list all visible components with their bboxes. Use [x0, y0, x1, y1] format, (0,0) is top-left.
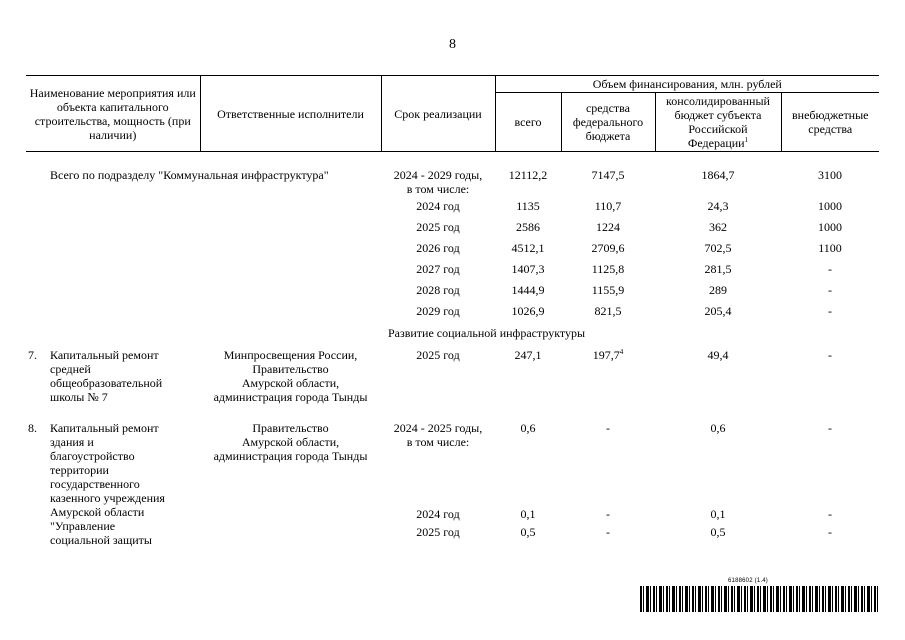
summary-period-line1: 2024 - 2029 годы,	[393, 167, 483, 182]
year-offbudget: -	[828, 283, 832, 297]
year-period: 2027 год	[416, 262, 460, 276]
year-offbudget: -	[828, 304, 832, 318]
year-federal: 2709,6	[591, 241, 625, 255]
summary-year-row	[26, 217, 879, 238]
item8-name-line: социальной защиты	[50, 532, 152, 547]
item7-federal-footnote: 4	[619, 347, 624, 356]
year-period: 2024 год	[416, 199, 460, 213]
year-regional: 0,5	[710, 524, 726, 539]
year-total: 1135	[516, 199, 540, 213]
item8-regional: 0,6	[710, 420, 726, 435]
summary-label: Всего по подразделу "Коммунальная инфраструктура"	[50, 167, 329, 182]
summary-offbudget: 3100	[818, 167, 842, 182]
header-regional	[655, 93, 781, 152]
item8-exec-line: администрация города Тынды	[213, 448, 368, 463]
year-federal: 1224	[596, 220, 620, 234]
header-total: всего	[495, 93, 561, 152]
item7-exec-line: Амурской области,	[241, 375, 340, 390]
item8-period-line1: 2024 - 2025 годы,	[393, 420, 483, 435]
year-period: 2028 год	[416, 283, 460, 297]
header-regional-footnote: 1	[744, 136, 749, 144]
year-period: 2029 год	[416, 304, 460, 318]
header-offbudget: внебюджетные средства	[781, 93, 879, 152]
year-offbudget: -	[828, 506, 832, 521]
year-total: 0,1	[520, 506, 536, 521]
item7-federal	[561, 344, 655, 404]
item7-name-line: Капитальный ремонт	[50, 347, 159, 362]
item8-name-line: "Управление	[50, 518, 116, 533]
header-regional-label: консолидированный бюджет субъекта Российской Федерации	[666, 94, 770, 150]
item8-name-line: казенного учреждения	[50, 490, 165, 505]
item8-name-line: Капитальный ремонт	[50, 420, 159, 435]
item7-exec-line: администрация города Тынды	[213, 389, 368, 404]
year-regional: 0,1	[710, 506, 726, 521]
year-total: 4512,1	[511, 241, 545, 255]
item7-name-line: общеобразовательной	[50, 375, 163, 390]
summary-year-row	[26, 301, 879, 322]
year-period: 2026 год	[416, 241, 460, 255]
item7-total: 247,1	[514, 347, 542, 362]
year-regional: 281,5	[704, 262, 732, 276]
item8-offbudget: -	[828, 420, 832, 435]
year-federal: 1125,8	[591, 262, 625, 276]
year-total: 1407,3	[511, 262, 545, 276]
year-period: 2025 год	[416, 524, 460, 539]
item8-federal: -	[606, 420, 610, 435]
year-period: 2024 год	[416, 506, 460, 521]
item8-row	[26, 421, 879, 503]
barcode-icon	[640, 586, 880, 612]
year-offbudget: -	[828, 524, 832, 539]
item8-exec-line: Амурской области,	[241, 434, 340, 449]
item8-name-line: Амурской области	[50, 504, 145, 519]
year-federal: 821,5	[594, 304, 622, 318]
item7-regional: 49,4	[707, 347, 729, 362]
item7-row	[26, 344, 879, 404]
item8-total: 0,6	[520, 420, 536, 435]
item7-offbudget: -	[828, 347, 832, 362]
header-name: Наименование мероприятия или объекта капитального строительства, мощность (при наличии)	[26, 76, 200, 152]
summary-regional: 1864,7	[701, 167, 735, 182]
item7-number: 7.	[28, 347, 37, 362]
item7-name	[48, 344, 200, 404]
item8-name	[48, 421, 200, 547]
year-federal: 110,7	[594, 199, 622, 213]
item8-period-line2: в том числе:	[406, 434, 470, 449]
document-code: 6188602 (1.4)	[728, 578, 768, 584]
item8-name-line: благоустройство	[50, 448, 135, 463]
year-regional: 205,4	[704, 304, 732, 318]
summary-year-row	[26, 280, 879, 301]
header-funding-group: Объем финансирования, млн. рублей	[495, 76, 879, 93]
summary-period	[381, 168, 495, 196]
item8-exec-line: Правительство	[252, 420, 329, 435]
year-offbudget: 1100	[818, 241, 842, 255]
item7-federal-value: 197,7	[592, 347, 620, 362]
page-number: 8	[449, 37, 456, 52]
item7-period: 2025 год	[416, 347, 460, 362]
year-total: 0,5	[520, 524, 536, 539]
year-offbudget: 1000	[818, 199, 842, 213]
summary-period-line2: в том числе:	[406, 181, 470, 196]
summary-row	[26, 168, 879, 196]
item8-period	[381, 421, 495, 503]
item7-exec-line: Правительство	[252, 361, 329, 376]
year-regional: 289	[709, 283, 727, 297]
header-federal: средства федерального бюджета	[561, 93, 655, 152]
year-federal: -	[606, 506, 610, 521]
summary-total: 12112,2	[508, 167, 548, 182]
financing-table	[26, 75, 879, 547]
year-offbudget: -	[828, 262, 832, 276]
summary-year-row	[26, 238, 879, 259]
item7-name-line: школы № 7	[50, 389, 108, 404]
year-federal: 1155,9	[591, 283, 625, 297]
item7-executors	[200, 344, 381, 404]
header-period: Срок реализации	[381, 76, 495, 152]
item7-exec-line: Минпросвещения России,	[223, 347, 358, 362]
year-regional: 702,5	[704, 241, 732, 255]
year-period: 2025 год	[416, 220, 460, 234]
year-regional: 24,3	[707, 199, 729, 213]
item8-executors	[200, 421, 381, 547]
year-offbudget: 1000	[818, 220, 842, 234]
year-total: 1444,9	[511, 283, 545, 297]
item8-name-line: территории	[50, 462, 109, 477]
year-total: 1026,9	[511, 304, 545, 318]
summary-year-row	[26, 196, 879, 217]
section-title: Развитие социальной инфраструктуры	[387, 325, 586, 340]
item8-number: 8.	[28, 420, 37, 435]
item8-name-line: здания и	[50, 434, 94, 449]
year-regional: 362	[709, 220, 727, 234]
header-executors: Ответственные исполнители	[200, 76, 381, 152]
year-total: 2586	[516, 220, 540, 234]
item7-name-line: средней	[50, 361, 91, 376]
item8-name-line: государственного	[50, 476, 140, 491]
year-federal: -	[606, 524, 610, 539]
summary-year-row	[26, 259, 879, 280]
summary-federal: 7147,5	[591, 167, 625, 182]
